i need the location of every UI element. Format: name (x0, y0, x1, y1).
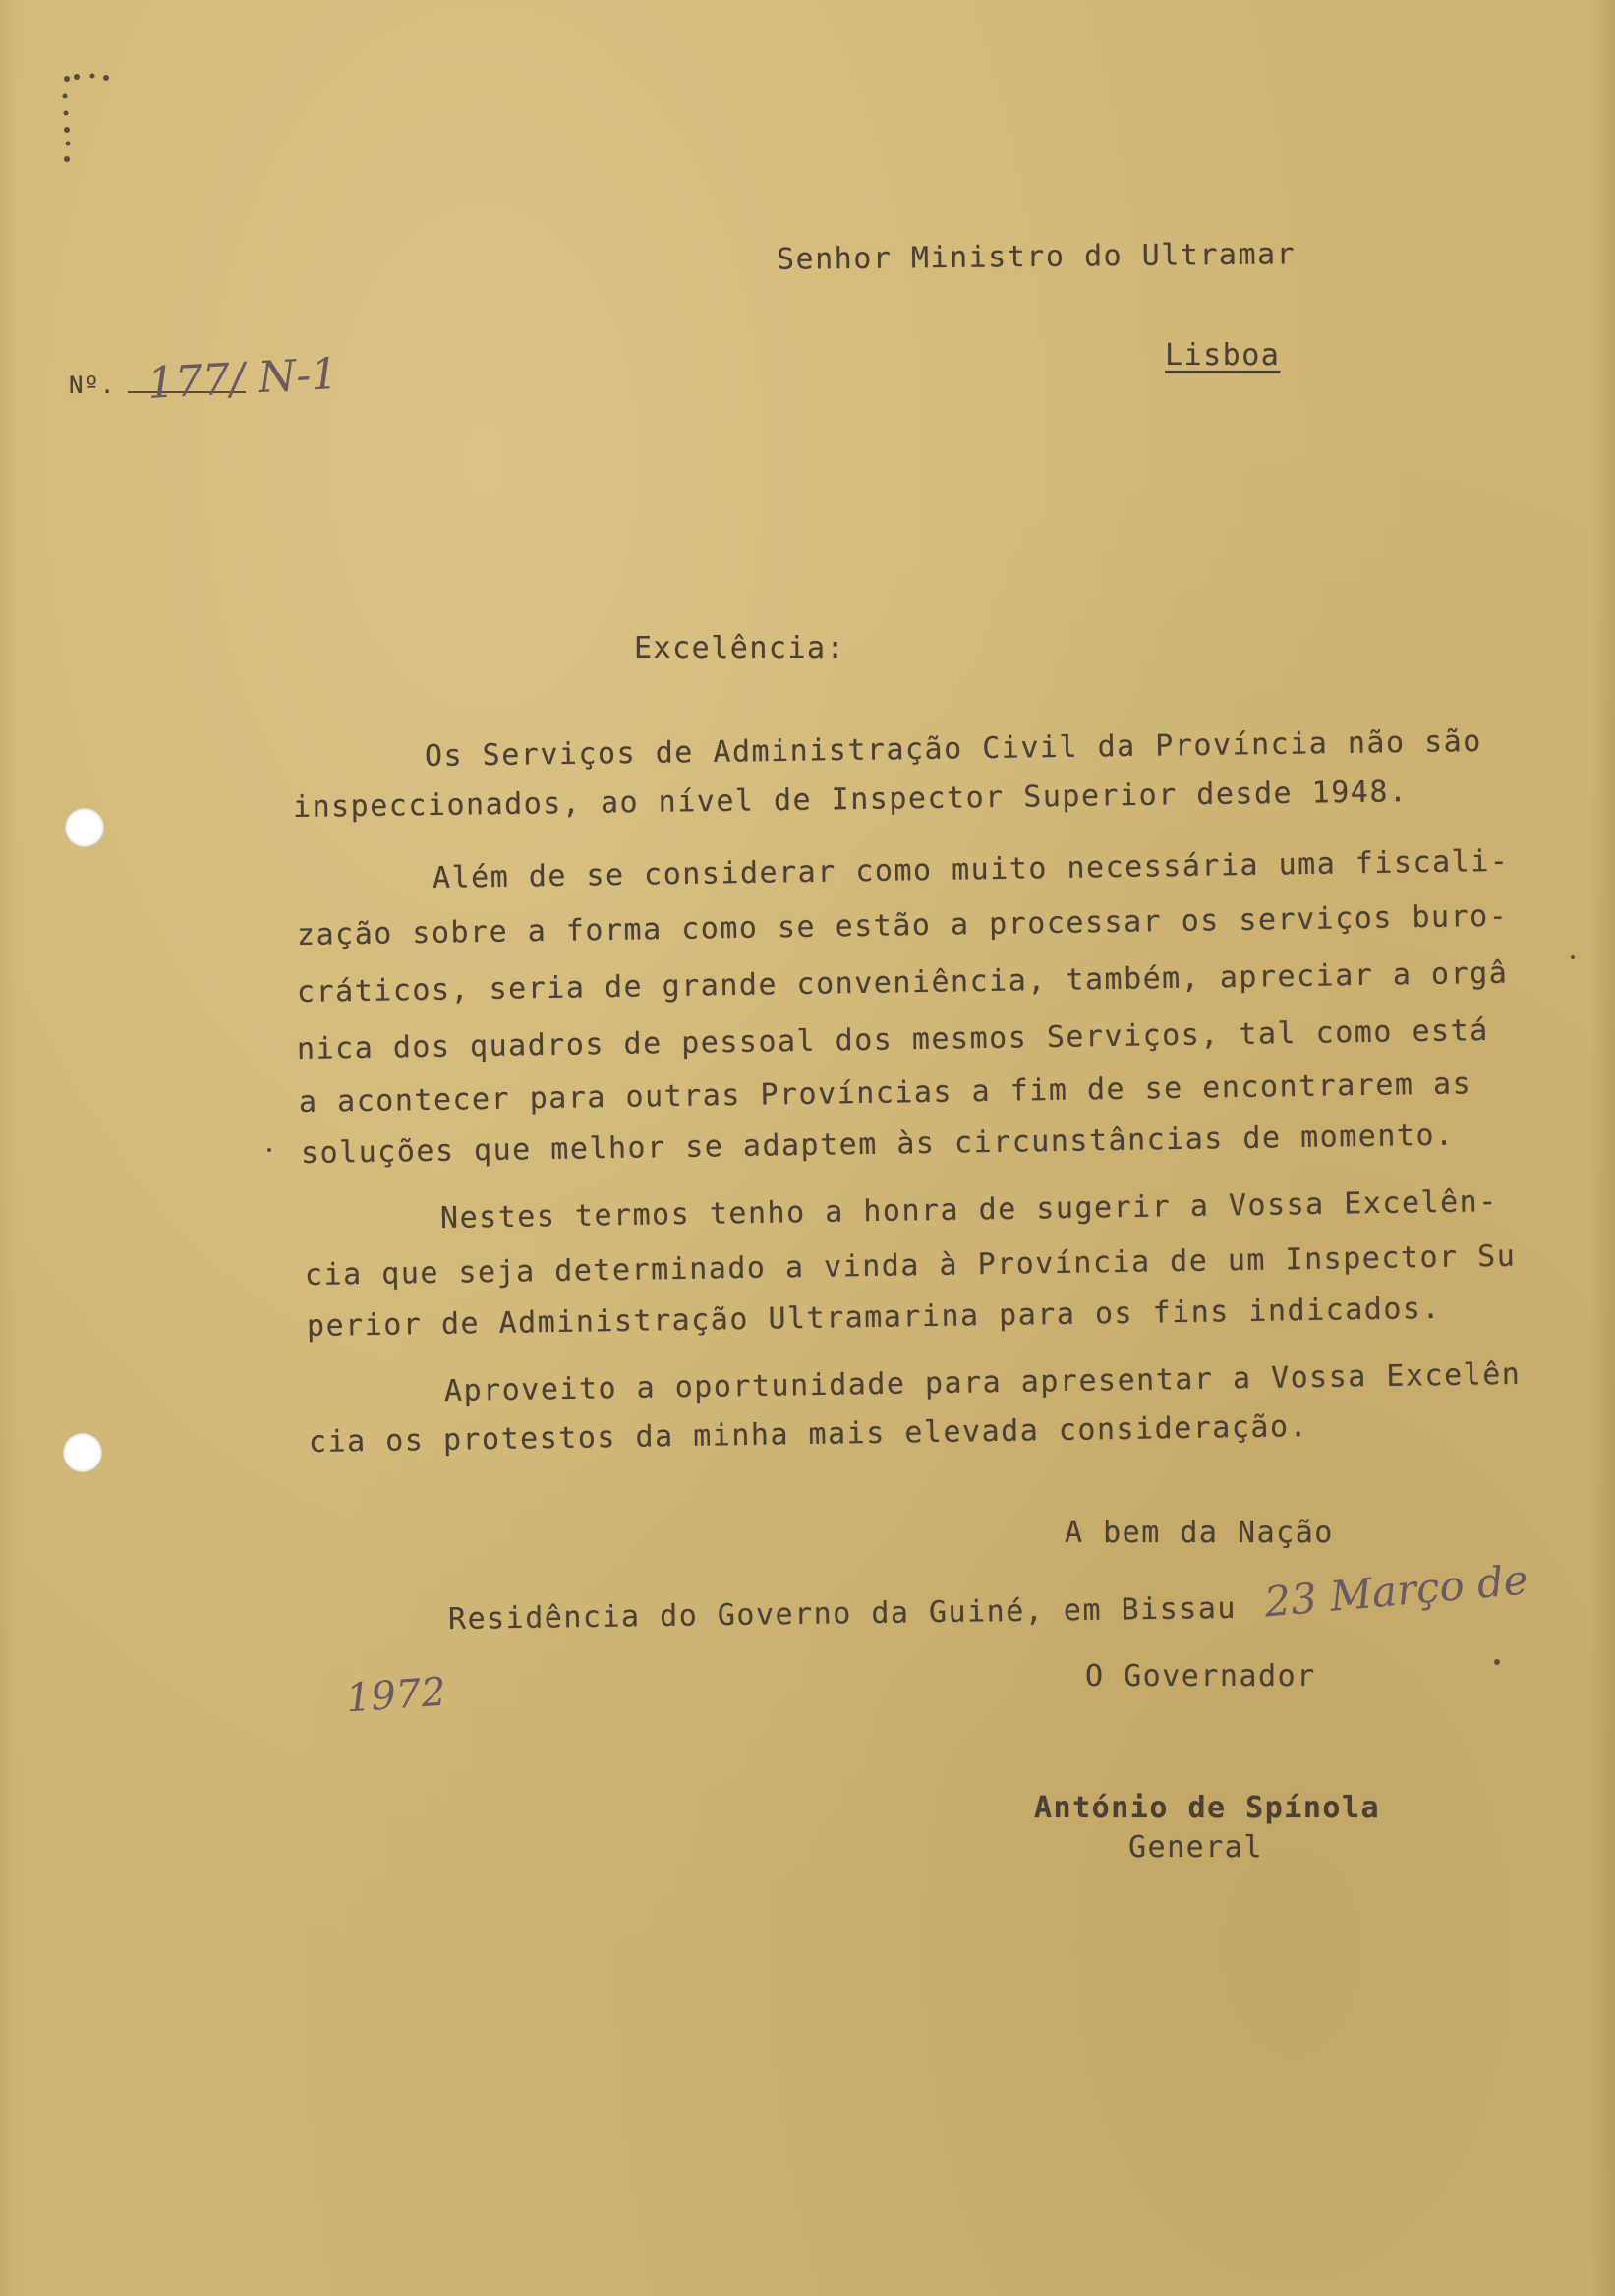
body-line: zação sobre a forma como se estão a processar os serviços buro- (296, 898, 1509, 952)
body-line: a acontecer para outras Províncias a fim de se encontrarem as (298, 1066, 1472, 1119)
date-handwritten: 23 Março de (1262, 1555, 1530, 1627)
numero-handwritten: 177/ N-1 (145, 348, 340, 410)
body-line: Os Serviços de Administração Civil da Província não são (424, 723, 1483, 774)
stray-mark (1571, 955, 1575, 959)
body-line: perior de Administração Ultramarina para os fins indicados. (306, 1291, 1442, 1344)
body-line: cia os protestos da minha mais elevada consideração. (308, 1409, 1309, 1460)
signatory-rank: General (1128, 1830, 1263, 1865)
body-line: inspeccionados, ao nível de Inspector Superior desde 1948. (292, 775, 1409, 825)
body-line: soluções que melhor se adaptem às circunstâncias de momento. (300, 1118, 1455, 1171)
corner-staple-mark-icon (59, 69, 167, 177)
addressee: Senhor Ministro do Ultramar (776, 237, 1297, 277)
numero-label: Nº. (69, 372, 116, 399)
signatory-title: O Governador (1085, 1659, 1316, 1693)
body-line: Nestes termos tenho a honra de sugerir a Vossa Excelên- (439, 1184, 1499, 1235)
year-handwritten: 1972 (344, 1669, 448, 1722)
body-line: nica dos quadros de pessoal dos mesmos Serviços, tal como está (296, 1012, 1489, 1066)
stray-mark (1494, 1659, 1500, 1665)
body-line: cia que seja determinado a vinda à Província de um Inspector Su (304, 1238, 1517, 1292)
city: Lisboa (1165, 338, 1281, 373)
closing: A bem da Nação (1065, 1516, 1334, 1550)
punch-hole-top (65, 808, 104, 847)
body-line: cráticos, seria de grande conveniência, também, apreciar a orgâ (296, 955, 1509, 1009)
place-line: Residência do Governo da Guiné, em Bissau (447, 1590, 1238, 1636)
body-line: Além de se considerar como muito necessária uma fiscali- (432, 843, 1510, 895)
signatory-name: António de Spínola (1034, 1791, 1381, 1825)
body-line: Aproveito a oportunidade para apresentar a Vossa Excelên (443, 1356, 1522, 1408)
punch-hole-bottom (63, 1433, 102, 1472)
stray-mark (267, 1148, 271, 1152)
salutation: Excelência: (634, 631, 846, 665)
